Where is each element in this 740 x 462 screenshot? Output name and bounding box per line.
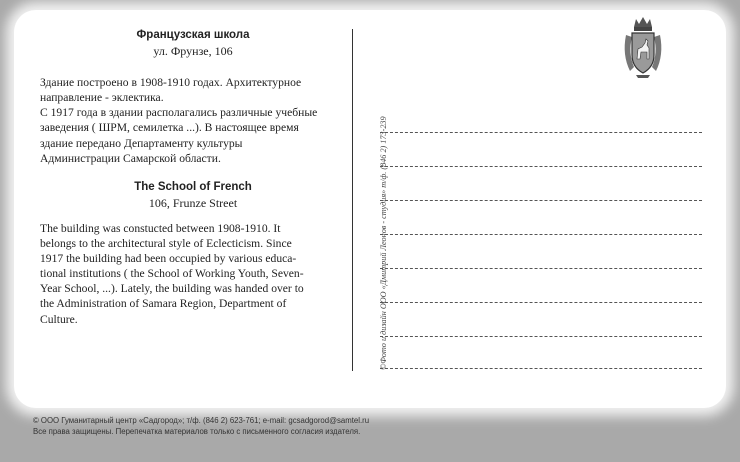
english-desc-line: tional institutions ( the School of Working Youth, Seven- <box>40 267 304 281</box>
center-divider <box>352 29 353 371</box>
address-line <box>380 234 702 235</box>
english-address: 106, Frunze Street <box>148 196 238 210</box>
english-desc-line: The building was constucted between 1908-1910. It <box>40 222 281 235</box>
english-desc-line: Year School, ...). Lately, the building was handed over to <box>40 282 304 296</box>
english-title: The School of French <box>134 181 252 193</box>
english-desc-line: Culture. <box>40 312 78 326</box>
footer-publisher: © ООО Гуманитарный центр «Садгород»; т/ф. (846 2) 623-761; e-mail: gcsadgorod@samtel.ru <box>33 416 370 425</box>
address-line <box>380 368 702 369</box>
english-description <box>40 221 350 327</box>
footer <box>33 415 369 437</box>
russian-desc-line: Здание построено в 1908-1910 годах. Архитектурное <box>40 76 302 90</box>
english-desc-line: the Administration of Samara Region, Department of <box>40 297 287 311</box>
footer-rights: Все права защищены. Перепечатка материалов только с письменного согласия издателя. <box>33 427 361 436</box>
russian-desc-line: Администрации Самарской области. <box>40 151 221 165</box>
vertical-credit-text: ©Фото и дизайн ООО «Дмитрий Леонов - студия» т/ф. (846 2) 173-239 <box>379 116 388 370</box>
russian-text-block <box>40 28 346 166</box>
russian-address: ул. Фрунзе, 106 <box>153 44 233 59</box>
vertical-credit <box>363 75 388 370</box>
english-desc-line: 1917 the building had been occupied by various educa- <box>40 252 297 266</box>
russian-title: Французская школа <box>136 29 250 41</box>
english-desc-line: belongs to the architectural style of Eclecticism. Since <box>40 237 292 251</box>
address-line <box>380 200 702 201</box>
russian-desc-line: направление - эклектика. <box>40 91 164 105</box>
address-line <box>380 336 702 337</box>
address-line <box>380 132 702 133</box>
russian-desc-line: С 1917 года в здании располагались различные учебные <box>40 106 318 120</box>
russian-desc-line: здание передано Департаменту культуры <box>40 136 243 150</box>
russian-description <box>40 75 346 166</box>
address-line <box>380 166 702 167</box>
address-line <box>380 302 702 303</box>
samara-region-coat-of-arms-icon <box>620 15 666 79</box>
address-line <box>380 268 702 269</box>
russian-desc-line: заведения ( ШРМ, семилетка ...). В настоящее время <box>40 121 299 135</box>
